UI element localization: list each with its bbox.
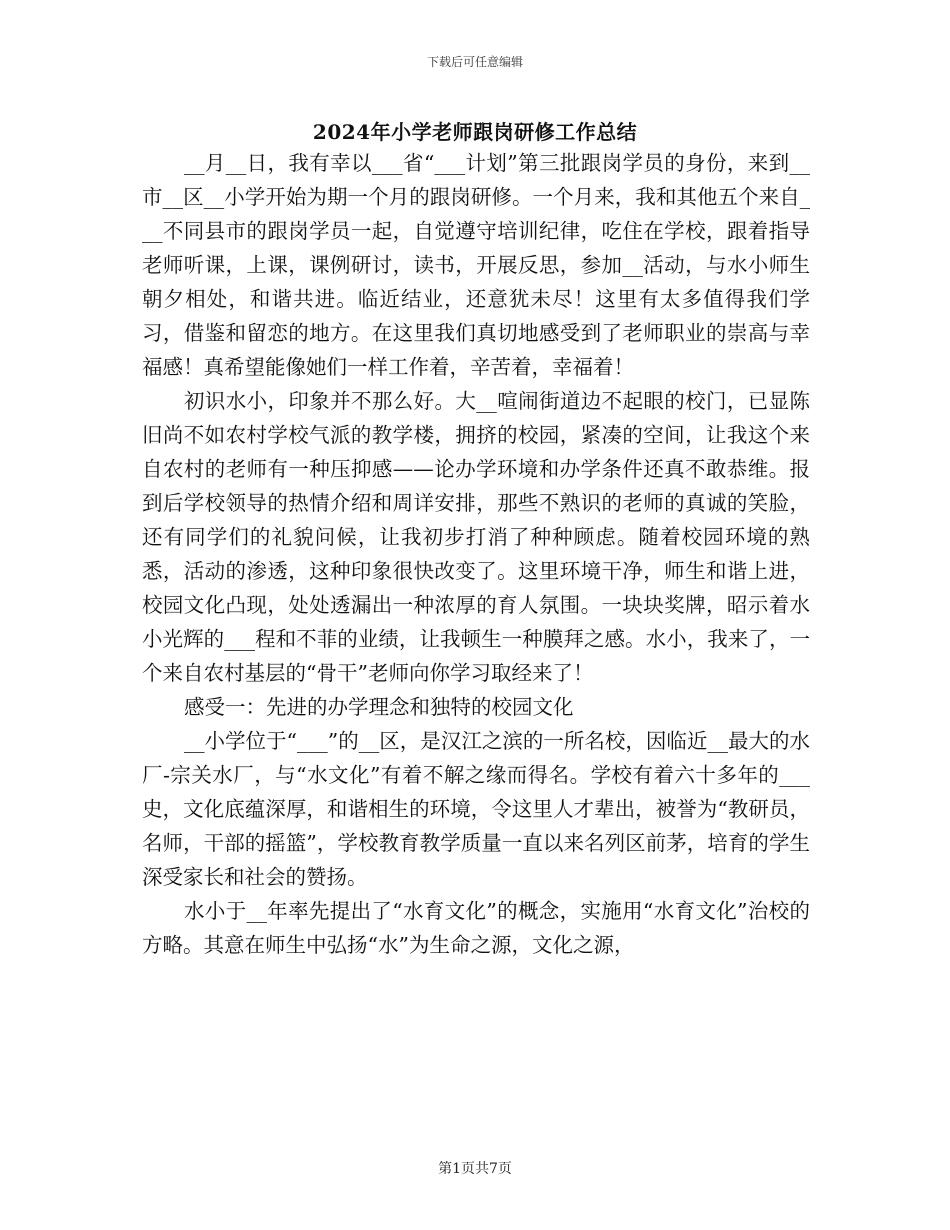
paragraph-intro: __月__日，我有幸以___省“___计划”第三批跟岗学员的身份，来到__市__区__小学开始为期一个月的跟岗研修。一个月来，我和其他五个来自___不同县市的跟岗学员一起，自觉遵守培训纪律，吃住在学校，跟着指导老师听课，上课，课例研讨，读书，开展反思，参加__活动，与水小师生朝夕相处，和谐共进。临近结业，还意犹未尽！这里有太多值得我们学习，借鉴和留恋的地方。在这里我们真切地感受到了老师职业的崇高与幸福感！真希望能像她们一样工作着，辛苦着，幸福着！ — [142, 151, 810, 379]
paragraph-school-intro: __小学位于“___”的__区，是汉江之滨的一所名校，因临近__最大的水厂-宗关水厂，与“水文化”有着不解之缘而得名。学校有着六十多年的___史，文化底蕴深厚，和谐相生的环境，令这里人才辈出，被誉为“教研员，名师，干部的摇篮”，学校教育教学质量一直以来名列区前茅，培育的学生深受家长和社会的赞扬。 — [142, 729, 810, 889]
document-body — [142, 146, 810, 962]
paragraph-water-culture: 水小于__年率先提出了“水育文化”的概念，实施用“水育文化”治校的方略。其意在师生中弘扬“水”为生命之源，文化之源， — [142, 899, 810, 957]
header-note: 下载后可任意编辑 — [426, 55, 523, 69]
paragraph-first-impression: 初识水小，印象并不那么好。大__喧闹街道边不起眼的校门，已显陈旧尚不如农村学校气派的教学楼，拥挤的校园，紧凑的空间，让我这个来自农村的老师有一种压抑感——论办学环境和办学条件还真不敢恭维。报到后学校领导的热情介绍和周详安排，那些不熟识的老师的真诚的笑脸，还有同学们的礼貌问候，让我初步打消了种种顾虑。随着校园环境的熟悉，活动的渗透，这种印象很快改变了。这里环境干净，师生和谐上进，校园文化凸现，处处透漏出一种浓厚的育人氛围。一块块奖牌，昭示着水小光辉的___程和不菲的业绩，让我顿生一种膜拜之感。水小，我来了，一个来自农村基层的“骨干”老师向你学习取经来了！ — [142, 389, 810, 685]
page-indicator: 第1页共7页 — [438, 1161, 512, 1177]
document-title: 2024年小学老师跟岗研修工作总结 — [312, 120, 638, 144]
section-heading-feeling-one: 感受一：先进的办学理念和独特的校园文化 — [184, 695, 574, 719]
